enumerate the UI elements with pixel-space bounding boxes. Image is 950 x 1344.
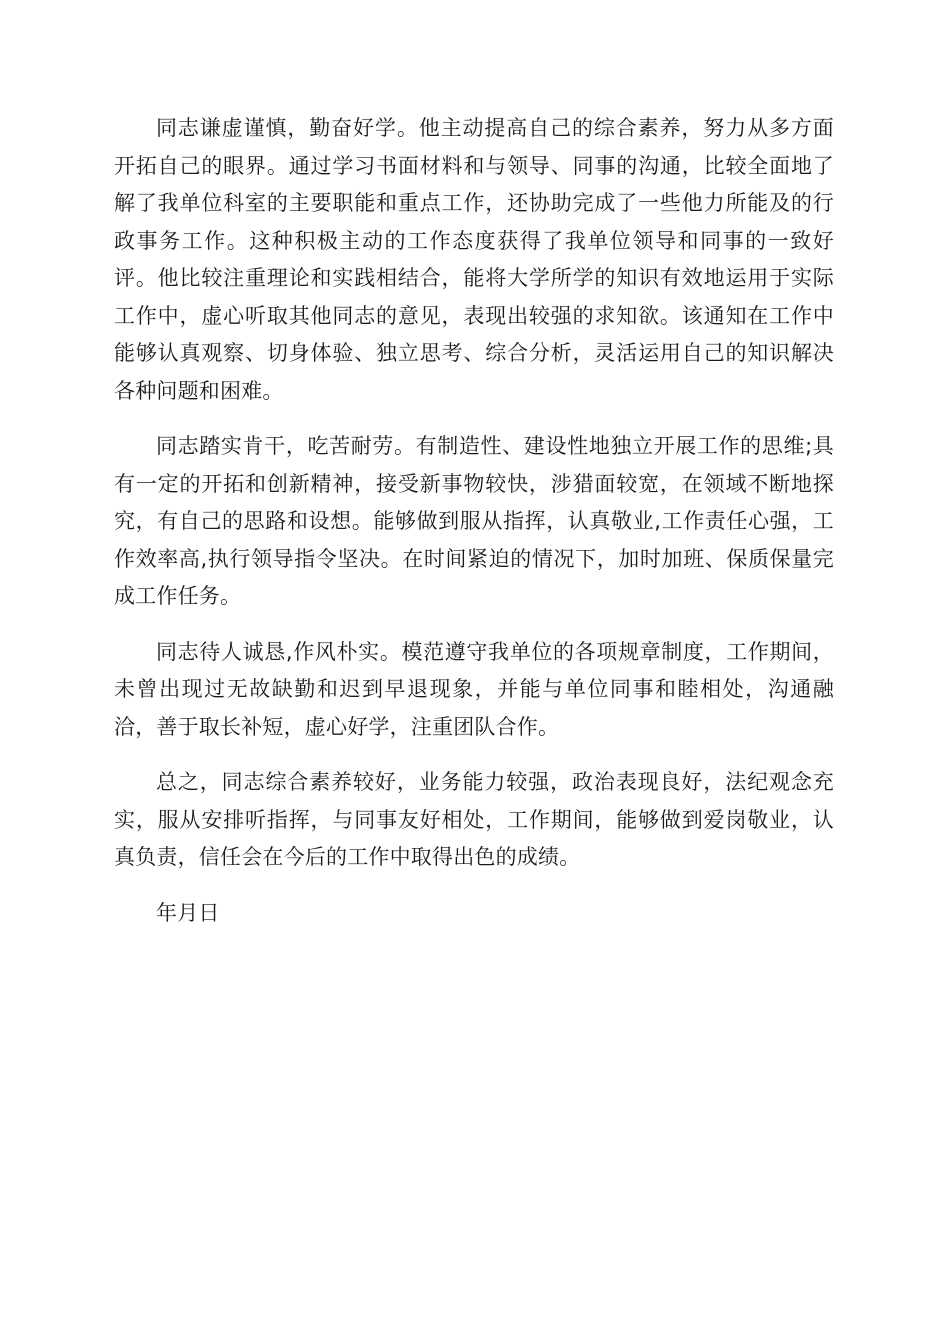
paragraph-hardworking: 同志踏实肯干，吃苦耐劳。有制造性、建设性地独立开展工作的思维;具有一定的开拓和创新精神，接受新事物较快，涉猎面较宽，在领域不断地探究，有自己的思路和设想。能够做到服从指挥，认真敬业,工作责任心强，工作效率高,执行领导指令坚决。在时间紧迫的情况下，加时加班、保质保量完成工作任务。	[114, 434, 834, 608]
paragraph-sincerity: 同志待人诚恳,作风朴实。模范遵守我单位的各项规章制度，工作期间，未曾出现过无故缺勤和迟到早退现象，并能与单位同事和睦相处，沟通融洽，善于取长补短，虚心好学，注重团队合作。	[114, 639, 834, 739]
date-line: 年月日	[156, 900, 220, 925]
document-body	[114, 110, 834, 932]
paragraph-summary: 总之，同志综合素养较好，业务能力较强，政治表现良好，法纪观念充实，服从安排听指挥，与同事友好相处，工作期间，能够做到爱岗敬业，认真负责，信任会在今后的工作中取得出色的成绩。	[114, 770, 834, 869]
paragraph-diligence: 同志谦虚谨慎，勤奋好学。他主动提高自己的综合素养，努力从多方面开拓自己的眼界。通过学习书面材料和与领导、同事的沟通，比较全面地了解了我单位科室的主要职能和重点工作，还协助完成了一些他力所能及的行政事务工作。这种积极主动的工作态度获得了我单位领导和同事的一致好评。他比较注重理论和实践相结合，能将大学所学的知识有效地运用于实际工作中，虚心听取其他同志的意见，表现出较强的求知欲。该通知在工作中能够认真观察、切身体验、独立思考、综合分析，灵活运用自己的知识解决各种问题和困难。	[114, 116, 834, 403]
